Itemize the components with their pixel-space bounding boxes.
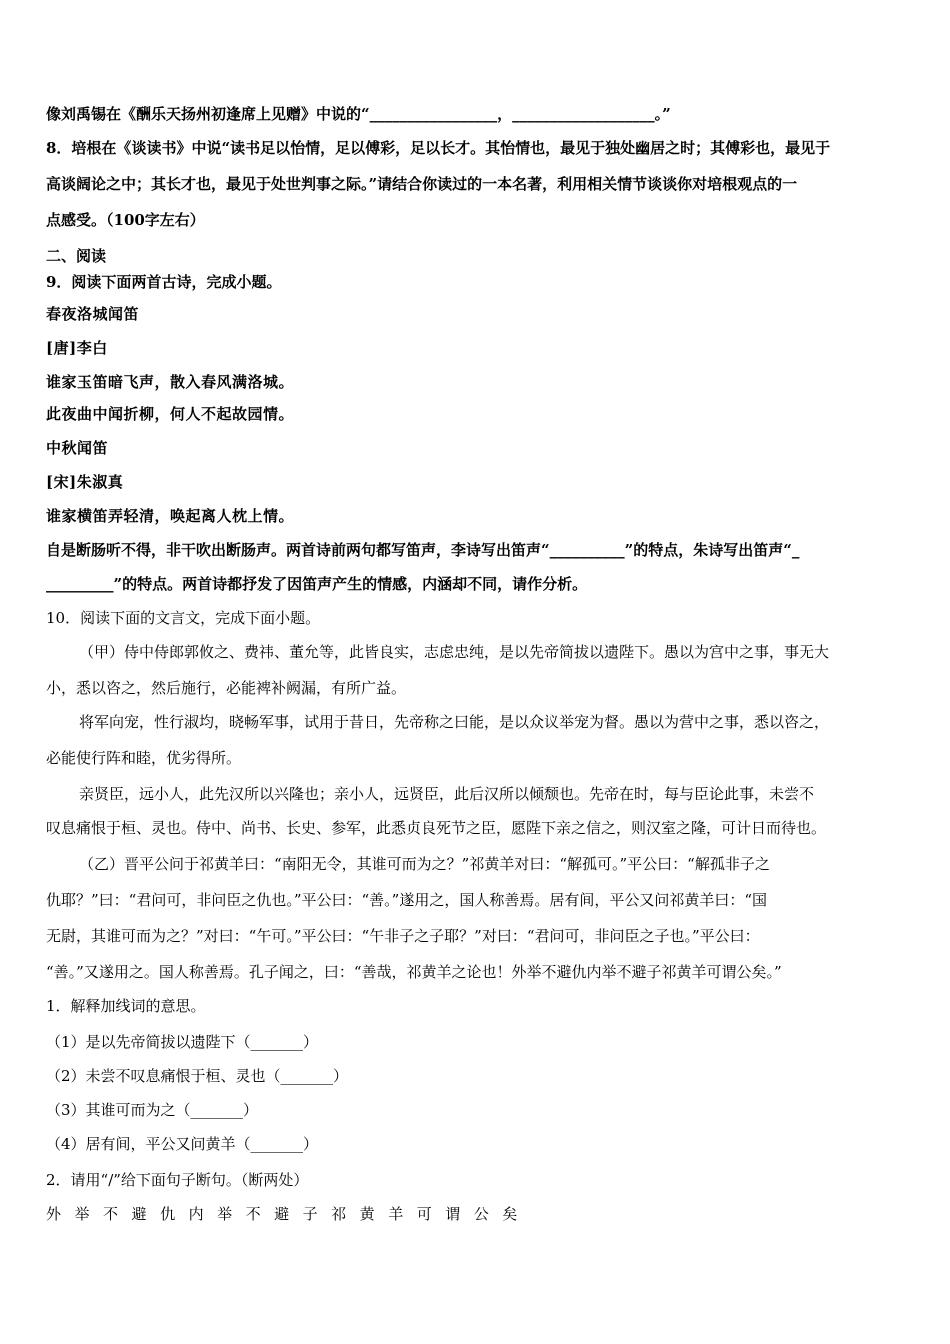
subquestion-2-prompt: 2．请用“/”给下面句子断句。（断两处）	[46, 1171, 309, 1189]
passage-jia-para-3-line-2: 叹息痛恨于桓、灵也。侍中、尚书、长史、参军，此悉贞良死节之臣，愿陛下亲之信之，则汉室之隆，可计日而待也。	[46, 819, 827, 837]
question-8-line-3: 点感受。（100字左右）	[46, 211, 205, 229]
char: 子	[302, 1205, 318, 1223]
subquestion-1-item-1: （1）是以先帝简拔以遗陛下（_______）	[46, 1033, 319, 1051]
poem-1-author: [唐]李白	[46, 339, 108, 357]
subquestion-1-item-4: （4）居有间，平公又问黄羊（_______）	[46, 1135, 319, 1153]
char: 公	[473, 1205, 489, 1223]
poem-1-line-1: 谁家玉笛暗飞声，散入春风满洛城。	[46, 373, 295, 391]
char: 避	[274, 1205, 290, 1223]
passage-jia-para-2-line-1: 将军向宠，性行淑均，晓畅军事，试用于昔日，先帝称之曰能，是以众议举宠为督。愚以为营中之事，悉以咨之，	[79, 713, 830, 731]
char: 避	[131, 1205, 147, 1223]
poem-2-author: [宋]朱淑真	[46, 473, 124, 491]
passage-yi-line-2: 仇耶？”曰：“君问可，非问臣之仇也。”平公曰：“善。”遂用之，国人称善焉。居有间，平公又问祁黄羊曰：“国	[46, 891, 768, 909]
passage-jia-para-1-line-1: （甲）侍中侍郎郭攸之、费祎、董允等，此皆良实，志虑忠纯，是以先帝简拔以遗陛下。愚以为宫中之事，事无大	[79, 643, 830, 661]
char: 内	[188, 1205, 204, 1223]
passage-yi-line-3: 无尉，其谁可而为之？”对曰：“午可。”平公曰：“午非子之子耶？”对曰：“君问可，非问臣之子也。”平公曰：	[46, 927, 760, 945]
char: 举	[74, 1205, 90, 1223]
question-8-line-2: 高谈阔论之中；其长才也，最见于处世判事之际。”请结合你读过的一本名著，利用相关情节谈谈你对培根观点的一	[46, 175, 798, 193]
passage-yi-line-4: “善。”又遂用之。国人称善焉。孔子闻之，曰：“善哉，祁黄羊之论也！外举不避仇内举不避子祁黄羊可谓公矣。”	[46, 963, 782, 981]
sentence-to-punctuate	[46, 1204, 517, 1224]
char: 羊	[388, 1205, 404, 1223]
text-line: 像刘禹锡在《酬乐天扬州初逢席上见赠》中说的“_________________，___________________。”	[46, 105, 671, 123]
question-10-prompt: 10．阅读下面的文言文，完成下面小题。	[46, 609, 321, 627]
char: 外	[46, 1205, 62, 1223]
passage-jia-para-1-line-2: 小，悉以咨之，然后施行，必能裨补阙漏，有所广益。	[46, 679, 407, 697]
char: 举	[217, 1205, 233, 1223]
poem-1-line-2: 此夜曲中闻折柳，何人不起故园情。	[46, 405, 295, 423]
question-8-line-1: 8．培根在《谈读书》中说“读书足以怡情，足以傅彩，足以长才。其怡情也，最见于独处幽居之时；其傅彩也，最见于	[46, 139, 831, 157]
question-9-text-line-1: 自是断肠听不得，非干吹出断肠声。两首诗前两句都写笛声，李诗写出笛声“__________”的特点，朱诗写出笛声“_	[46, 541, 800, 559]
char: 可	[416, 1205, 432, 1223]
char: 黄	[359, 1205, 375, 1223]
subquestion-1-prompt: 1．解释加线词的意思。	[46, 997, 206, 1015]
char: 谓	[445, 1205, 461, 1223]
poem-2-line-1: 谁家横笛弄轻清，唤起离人枕上情。	[46, 507, 295, 525]
char: 祁	[331, 1205, 347, 1223]
subquestion-1-item-3: （3）其谁可而为之（_______）	[46, 1101, 259, 1119]
passage-jia-para-3-line-1: 亲贤臣，远小人，此先汉所以兴隆也；亲小人，远贤臣，此后汉所以倾颓也。先帝在时，每与臣论此事，未尝不	[79, 785, 815, 803]
question-9-prompt: 9．阅读下面两首古诗，完成小题。	[46, 273, 282, 291]
char: 矣	[502, 1205, 518, 1223]
passage-yi-line-1: （乙）晋平公问于祁黄羊曰：“南阳无令，其谁可而为之？”祁黄羊对曰：“解孤可。”平公曰：“解孤非子之	[79, 855, 770, 873]
char: 不	[245, 1205, 261, 1223]
question-9-text-line-2: _________”的特点。两首诗都抒发了因笛声产生的情感，内涵却不同，请作分析。	[46, 575, 588, 593]
section-heading-reading: 二、阅读	[46, 247, 107, 265]
poem-2-title: 中秋闻笛	[46, 439, 109, 457]
subquestion-1-item-2: （2）未尝不叹息痛恨于桓、灵也（_______）	[46, 1067, 349, 1085]
poem-1-title: 春夜洛城闻笛	[46, 305, 140, 323]
char: 仇	[160, 1205, 176, 1223]
char: 不	[103, 1205, 119, 1223]
passage-jia-para-2-line-2: 必能使行阵和睦，优劣得所。	[46, 749, 242, 767]
